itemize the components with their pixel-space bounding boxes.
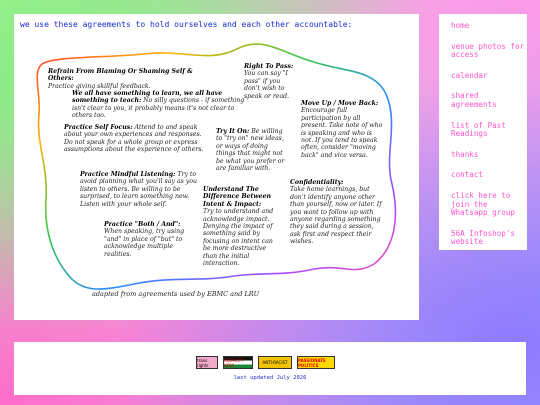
rule-mindful-listening: Practice Mindful Listening: Try to avoid planning what you'll say as you listen to others. Be willing to be surprised, to learn something new. Listen with your whole self. bbox=[80, 171, 197, 208]
rule-move-up-back: Move Up / Move Back: Encourage full participation by all present. Take note of who is speaking and who is not. If you tend to speak often, consider "moving back" and vice versa. bbox=[301, 100, 383, 159]
agreements-panel bbox=[14, 14, 419, 320]
nav-link-shared-agreements[interactable]: shared agreements bbox=[451, 91, 497, 109]
rule-refrain-blaming: Refrain From Blaming Or Shaming Self & Others: Practice giving skillful feedback. bbox=[48, 68, 193, 90]
nav-link-calendar[interactable]: calendar bbox=[451, 70, 488, 80]
nav-link-contact[interactable]: contact bbox=[451, 170, 484, 180]
nav-link-venue-photos[interactable]: venue photos for access bbox=[451, 41, 525, 60]
nav-link-whatsapp[interactable]: click here to join the Whatsapp group bbox=[451, 190, 516, 218]
equality-badge[interactable]: EQUALITY NOW bbox=[223, 356, 253, 369]
nav-link-past-readings[interactable]: list of Past Readings bbox=[451, 120, 506, 139]
rule-learn-teach: We all have something to learn, we all have something to teach: No silly questions - if something isn't clear to you, it probably means it's not clear to others too. bbox=[72, 90, 245, 120]
passionate-politics-badge[interactable]: PASSIONATE POLITICS bbox=[297, 356, 335, 369]
rule-confidentiality: Confidentiality: Take home learnings, but don't identify anyone other than yourself, now or later. If you want to follow up with anyone regarding something they said during a session, ask first and respect their wishes. bbox=[290, 179, 382, 246]
sidebar-nav bbox=[439, 14, 527, 250]
intro-text: we use these agreements to hold ourselves and each other accountable: bbox=[20, 20, 353, 29]
footer bbox=[14, 342, 526, 395]
nav-link-home[interactable]: home bbox=[451, 21, 470, 30]
trans-rights-badge[interactable]: trans rights bbox=[196, 356, 218, 369]
rule-both-and: Practice "Both / And": When speaking, try using "and" in place of "but" to acknowledge multiple realities. bbox=[104, 221, 185, 258]
nav-link-infoshop[interactable]: 56A Infoshop's website bbox=[451, 228, 516, 247]
last-updated-text: last updated July 2026 bbox=[233, 375, 307, 381]
rule-self-focus: Practice Self Focus: Attend to and speak about your own experiences and responses. Do not speak for a whole group or express assumptions about the experience of others. bbox=[64, 124, 204, 154]
credit-text: adapted from agreements used by EBMC and LRU bbox=[92, 290, 260, 298]
rule-right-to-pass: Right To Pass: You can say "I pass" if you don't wish to speak or read. bbox=[244, 63, 294, 100]
rule-intent-impact: Understand The Difference Between Intent & Impact: Try to understand and acknowledge impact. Denying the impact of something said by focusing on intent can be more destructive than the initial interaction. bbox=[203, 186, 274, 268]
nav-link-thanks[interactable]: thanks bbox=[451, 149, 479, 159]
footer-badges bbox=[196, 356, 335, 369]
anti-racist-badge[interactable]: ANTI-RACIST bbox=[258, 356, 292, 369]
rule-try-it-on: Try It On: Be willing to "try on" new ideas, or ways of doing things that might not be what you prefer or are familiar with. bbox=[216, 128, 285, 173]
